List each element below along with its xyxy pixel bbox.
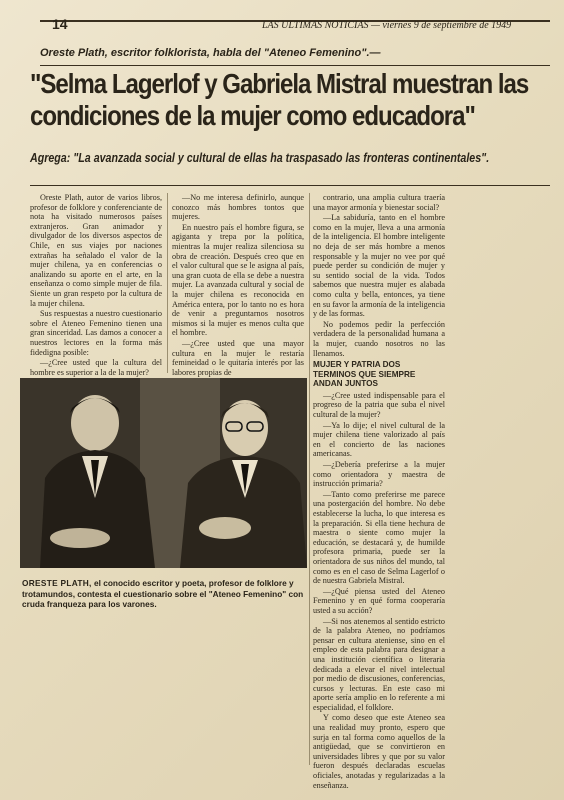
photo-illustration	[20, 378, 307, 568]
paragraph: Sus respuestas a nuestro cuestionario sobre el Ateneo Femenino tienen una gran sinceridad. Las damos a conocer a nuestros lectores en la forma más fidedigna posible:	[30, 309, 162, 357]
paragraph: Oreste Plath, autor de varios libros, profesor de folklore y conferenciante de nota ha visitado numerosos países extranjeros. Gran animador y divulgador de los diversos aspectos de Chile, en sus viajes por naciones extrañas ha señalado el valor de la mujer chilena, ya en conferencias o analizando su aporte en el arte, en la enseñanza o como simple mujer de fila. Siente un gran respeto por la cultura de la mujer chilena.	[30, 193, 162, 308]
paragraph: —¿Qué piensa usted del Ateneo Femenino y en qué forma cooperaría usted a su acción?	[313, 586, 445, 615]
kicker: Oreste Plath, escritor folklorista, habla del "Ateneo Femenino".—	[40, 47, 381, 59]
paragraph: contrario, una amplia cultura traería una mayor armonía y bienestar social?	[313, 193, 445, 212]
caption-name: ORESTE PLATH,	[22, 578, 92, 588]
section-subtitle: MUJER Y PATRIA DOS TERMINOS QUE SIEMPRE ANDAN JUNTOS	[313, 360, 416, 389]
column-2	[172, 193, 304, 377]
column-divider	[167, 193, 168, 373]
paragraph: Y como deseo que este Ateneo sea una realidad muy pronto, espero que surja en tal forma como aquellos de la antigüedad, que se convirtieron en universidades libres y que por su valor fueron después declaradas escuelas oficiales, anotadas y regularizadas a la enseñanza.	[313, 713, 445, 790]
paragraph: —¿Cree usted que la cultura del hombre es superior a la de la mujer?	[30, 358, 162, 377]
paragraph: —Tanto como preferirse me parece una postergación del hombre. No debe establecerse la lucha, lo que interesa es la preparación. Si ella tiene hechura de maestra o siente como mujer la educación, se destacará y, de humilde profesora primaria, puede ser la orientadora de sus niños del mundo, tal como es en el caso de Selma Lagerlof o de nuestra Gabriela Mistral.	[313, 489, 445, 586]
masthead: LAS ULTIMAS NOTICIAS — viernes 9 de septiembre de 1949	[262, 20, 512, 31]
photo-caption	[22, 578, 307, 610]
subhead: Agrega: "La avanzada social y cultural de ellas ha traspasado las fronteras continentales".	[30, 150, 490, 165]
paragraph: —¿Debería preferirse a la mujer como orientadora y maestra de instrucción primaria?	[313, 460, 445, 489]
column-3	[313, 193, 445, 790]
headline: "Selma Lagerlof y Gabriela Mistral muestran las condiciones de la mujer como educadora"	[30, 68, 529, 131]
paragraph: —¿Cree usted que una mayor cultura en la mujer le restaría femineidad o le quitaría interés por las labores propias de	[172, 338, 304, 377]
caption-text: el conocido escritor y poeta, profesor de folklore y trotamundos, contesta el cuestionario sobre el "Ateneo Femenino" con cruda franqueza para los varones.	[22, 578, 304, 609]
paragraph: —Si nos atenemos al sentido estricto de la palabra Ateneo, no podríamos pensar en cultura ateniense, sino en el empleo de esta palabra para designar a una institución científica o literaria dedicada a elevar el nivel intelectual por medio de discusiones, conferencias, cursos y lecturas. En este caso mi aporte sería amplio en lo referente a mi especialidad, el folklore.	[313, 616, 445, 712]
paragraph: —No me interesa definirlo, aunque conozco más hombres tontos que mujeres.	[172, 193, 304, 222]
paragraph: No podemos pedir la perfección verdadera de la personalidad humana a la mujer, cuando nosotros no las llenamos.	[313, 319, 445, 358]
paragraph: —¿Cree usted indispensable para el progreso de la patria que suba el nivel cultural de la mujer?	[313, 390, 445, 420]
news-photo	[20, 378, 307, 568]
paragraph: —La sabiduría, tanto en el hombre como en la mujer, lleva a una armonía de la inteligencia. El hombre inteligente no deja de ser más hombre a menos responsable y la mujer no vee por qué puede perder su condición de mujer y su sentido social de la vida. Todos sabemos que nuestra mujer es alabada como culta y bella, entonces, ya tiene en su favor la armonía de la inteligencia y de las formas.	[313, 213, 445, 319]
kicker-rule	[40, 65, 550, 66]
column-1	[30, 193, 162, 377]
paragraph: En nuestro país el hombre figura, se agiganta y trepa por la política, mientras la mujer realiza silenciosa su obra de creación. Después creo que en el valor cultural que se le asigna al país, una gran cuota de ella se debe a nuestra mujer. La avanzada cultural y social de la mujer chilena es reconocida en América entera, por lo tanto no es hora de venir a preguntarnos nosotros mismos si la mujer es menos culta que el hombre.	[172, 222, 304, 338]
page-number: 14	[52, 16, 68, 32]
subhead-rule	[30, 185, 550, 186]
column-divider	[309, 193, 310, 765]
paragraph: —Ya lo dije; el nivel cultural de la mujer chilena tiene valorizado al país en el concierto de las naciones americanas.	[313, 420, 445, 459]
